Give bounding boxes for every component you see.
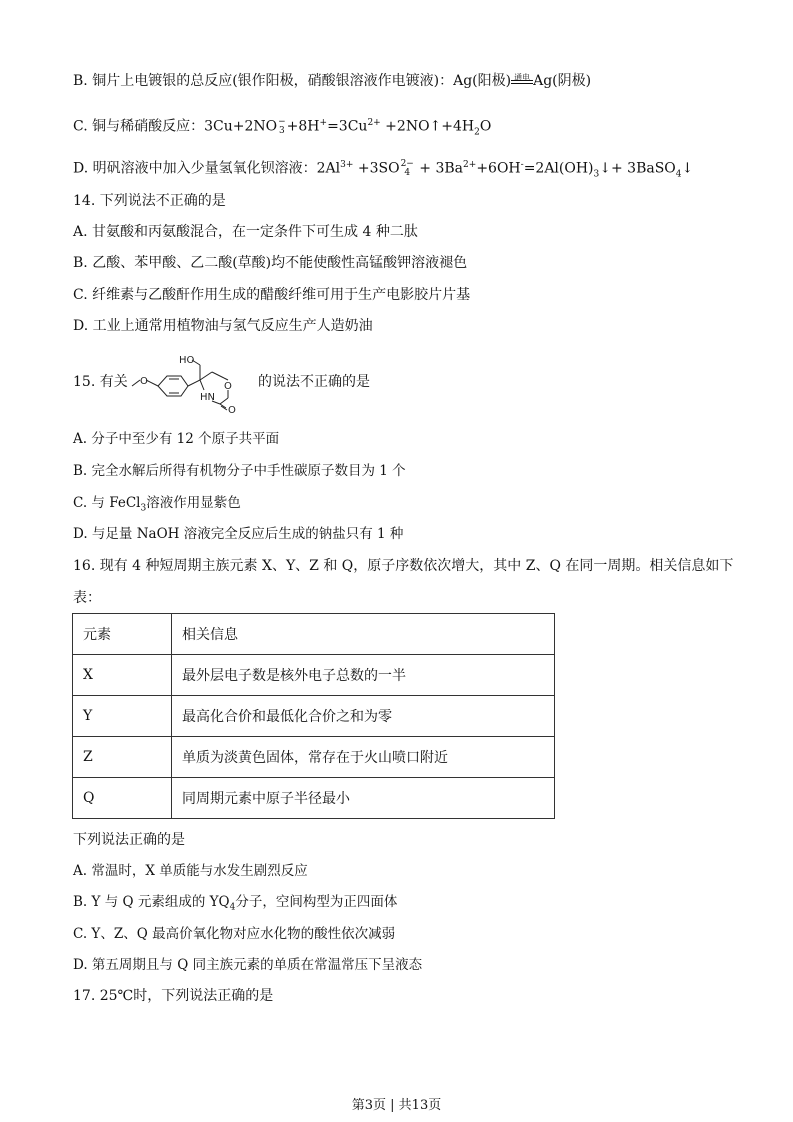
q14-option-b: B. 乙酸、苯甲酸、乙二酸(草酸)均不能使酸性高锰酸钾溶液褪色 xyxy=(73,255,468,271)
table-cell: Z xyxy=(73,737,172,778)
page-footer: 第3页 | 共13页 xyxy=(351,1098,442,1113)
table-header-row xyxy=(73,614,555,655)
struct-label-o-ring: O xyxy=(224,381,232,392)
struct-label-nh: HN xyxy=(200,392,215,403)
q16-after-table: 下列说法正确的是 xyxy=(73,832,185,848)
q16-option-d: D. 第五周期且与 Q 同主族元素的单质在常温常压下呈液态 xyxy=(73,957,423,973)
q15-stem-pre: 15. 有关 xyxy=(73,374,128,390)
chemical-structure xyxy=(128,350,258,415)
table-cell: Y xyxy=(73,696,172,737)
q14-option-d: D. 工业上通常用植物油与氢气反应生产人造奶油 xyxy=(73,318,373,334)
element-info-table xyxy=(72,613,555,819)
table-cell: 最外层电子数是核外电子总数的一半 xyxy=(172,655,555,696)
table-cell: 最高化合价和最低化合价之和为零 xyxy=(172,696,555,737)
table-cell: 同周期元素中原子半径最小 xyxy=(172,778,555,819)
table-cell: Q xyxy=(73,778,172,819)
q15-option-d: D. 与足量 NaOH 溶液完全反应后生成的钠盐只有 1 种 xyxy=(73,526,404,542)
q17-stem: 17. 25℃时，下列说法正确的是 xyxy=(73,988,274,1004)
q15-stem-post: 的说法不正确的是 xyxy=(258,374,370,390)
table-cell: X xyxy=(73,655,172,696)
q14-option-c: C. 纤维素与乙酸酐作用生成的醋酸纤维可用于生产电影胶片片基 xyxy=(73,287,471,303)
q13-option-c: C. 铜与稀硝酸反应：3Cu+2NO − 3 $+8H^+=3Cu^{2+}$ $+2NO↑+4H_2O$ xyxy=(73,116,492,138)
q15-option-b: B. 完全水解后所得有机物分子中手性碳原子数目为 1 个 xyxy=(73,463,406,479)
q13-option-d: D. 明矾溶液中加入少量氢氧化钡溶液：$2Al^{3+} +3SO$ 2− 4 + $3Ba^{2+}+6OH^-=2Al(OH)_3↓+$ 3BaSO$_4$↓ xyxy=(73,158,694,180)
table-row xyxy=(73,737,555,778)
q16-stem-line1: 16. 现有 4 种短周期主族元素 X、Y、Z 和 Q，原子序数依次增大，其中 Z、Q 在同一周期。相关信息如下 xyxy=(73,558,734,574)
table-header-cell: 元素 xyxy=(73,614,172,655)
table-row xyxy=(73,778,555,819)
q16-option-a: A. 常温时，X 单质能与水发生剧烈反应 xyxy=(73,863,308,879)
q14-option-a: A. 甘氨酸和丙氨酸混合，在一定条件下可生成 4 种二肽 xyxy=(73,224,418,240)
svg-text:O: O xyxy=(140,376,148,387)
struct-label-o-carbonyl: O xyxy=(228,405,236,415)
q15-option-c: C. 与 FeCl$_3$溶液作用显紫色 xyxy=(73,495,241,514)
electrolysis-arrow: 通电 xyxy=(511,74,533,88)
table-row xyxy=(73,655,555,696)
q15-option-a: A. 分子中至少有 12 个原子共平面 xyxy=(73,431,280,447)
struct-label-ho: HO xyxy=(179,355,195,366)
table-row xyxy=(73,696,555,737)
q13-option-b: B. 铜片上电镀银的总反应(银作阳极，硝酸银溶液作电镀液)：Ag(阳极) 通电 Ag(阴极) xyxy=(73,73,592,89)
table-cell: 单质为淡黄色固体，常存在于火山喷口附近 xyxy=(172,737,555,778)
q14-stem: 14. 下列说法不正确的是 xyxy=(73,193,226,209)
q16-stem-line2: 表： xyxy=(73,590,101,606)
q16-option-c: C. Y、Z、Q 最高价氧化物对应水化物的酸性依次减弱 xyxy=(73,926,396,942)
q16-option-b: B. Y 与 Q 元素组成的 $YQ_4$分子，空间构型为正四面体 xyxy=(73,894,398,913)
table-header-cell: 相关信息 xyxy=(172,614,555,655)
